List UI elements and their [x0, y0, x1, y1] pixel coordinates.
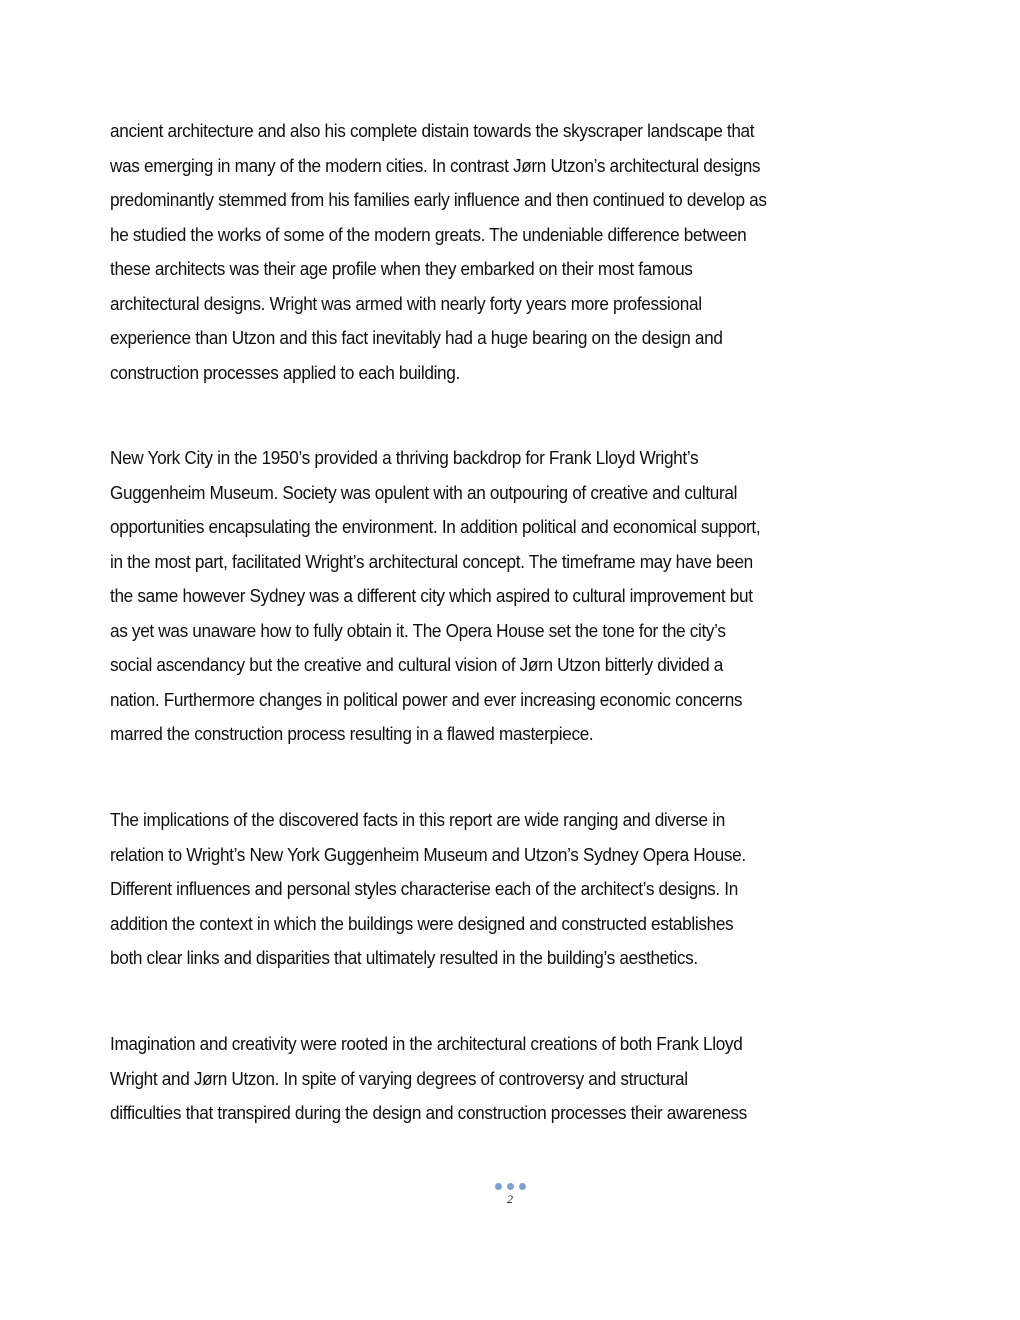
text-line: both clear links and disparities that ultimately resulted in the building’s aesthetics. — [110, 948, 698, 968]
page-footer — [0, 1183, 1020, 1206]
text-line: the same however Sydney was a different city which aspired to cultural improvement but — [110, 586, 753, 606]
dot — [495, 1183, 502, 1190]
text-line: was emerging in many of the modern cities. In contrast Jørn Utzon’s architectural designs — [110, 155, 761, 176]
text-line: difficulties that transpired during the design and construction processes their awareness — [110, 1103, 747, 1123]
three-dots-ornament-icon — [0, 1183, 1020, 1191]
text-line: as yet was unaware how to fully obtain it. The Opera House set the tone for the city’s — [110, 620, 726, 641]
text-line: opportunities encapsulating the environment. In addition political and economical support, — [110, 517, 761, 537]
text-line: relation to Wright’s New York Guggenheim Museum and Utzon’s Sydney Opera House. — [110, 844, 746, 865]
dot — [519, 1183, 526, 1190]
text-line: experience than Utzon and this fact inevitably had a huge bearing on the design and — [110, 328, 723, 348]
text-line: he studied the works of some of the modern greats. The undeniable difference between — [110, 224, 747, 245]
text-line: New York City in the 1950’s provided a thriving backdrop for Frank Lloyd Wright’s — [110, 448, 699, 468]
text-line: architectural designs. Wright was armed with nearly forty years more professional — [110, 293, 702, 314]
text-line: The implications of the discovered facts in this report are wide ranging and diverse in — [110, 810, 725, 830]
text-line: construction processes applied to each building. — [110, 362, 460, 383]
text-line: Different influences and personal styles characterise each of the architect’s designs. In — [110, 879, 738, 899]
text-line: Imagination and creativity were rooted in the architectural creations of both Frank Lloyd — [110, 1034, 743, 1054]
text-line: addition the context in which the buildings were designed and constructed establishes — [110, 913, 734, 934]
paragraph — [110, 114, 930, 390]
text-line: Guggenheim Museum. Society was opulent with an outpouring of creative and cultural — [110, 482, 738, 503]
text-line: these architects was their age profile when they embarked on their most famous — [110, 259, 693, 279]
text-line: in the most part, facilitated Wright’s architectural concept. The timeframe may have been — [110, 551, 753, 572]
text-line: social ascendancy but the creative and cultural vision of Jørn Utzon bitterly divided a — [110, 655, 724, 675]
paragraph — [110, 441, 930, 752]
paragraph — [110, 803, 930, 976]
text-line: Wright and Jørn Utzon. In spite of varying degrees of controversy and structural — [110, 1068, 688, 1089]
text-line: ancient architecture and also his complete distain towards the skyscraper landscape that — [110, 121, 755, 141]
dot — [507, 1183, 514, 1190]
text-line: nation. Furthermore changes in political power and ever increasing economic concerns — [110, 689, 743, 710]
page-number: 2 — [507, 1192, 513, 1206]
text-line: marred the construction process resulting in a flawed masterpiece. — [110, 724, 594, 744]
paragraph — [110, 1027, 930, 1131]
text-line: predominantly stemmed from his families early influence and then continued to develop as — [110, 190, 767, 210]
